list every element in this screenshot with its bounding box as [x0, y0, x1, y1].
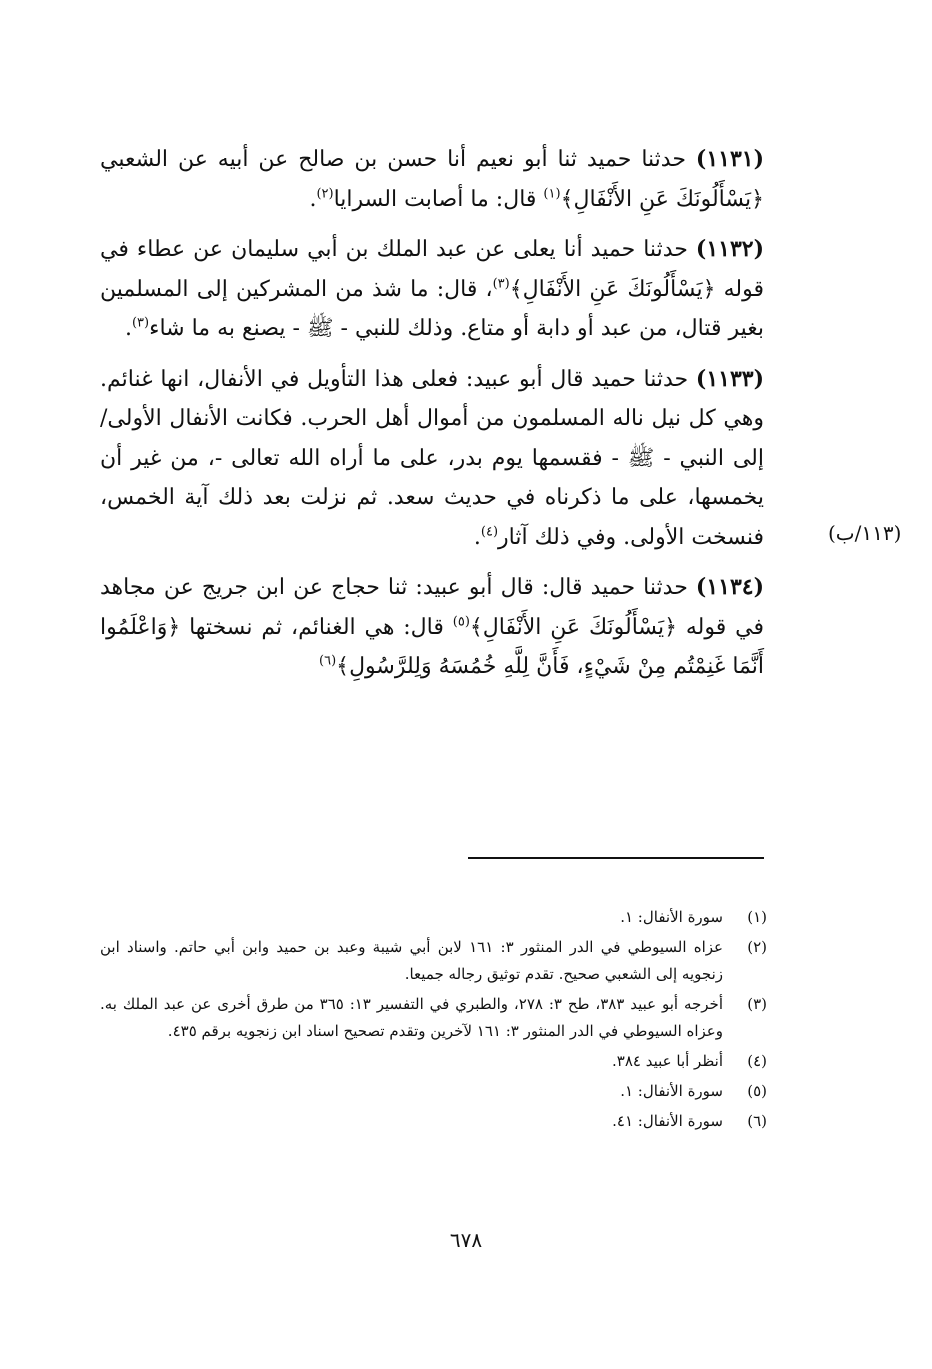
footnote-text: أخرجه أبو عبيد ٣٨٣، طح ٣: ٢٧٨، والطبري في التفسير ١٣: ٣٦٥ من طرق أخرى عن عبد الملك به. وعزاه السيوطي في الدر المنثور ٣: ١٦١ لآخرين وتقدم تصحيح اسناد ابن زنجويه برقم ٤٣٥.: [100, 995, 723, 1040]
footnote-number: (٤): [747, 1052, 767, 1070]
footnote-number: (١): [747, 908, 767, 926]
footnote: [100, 1078, 767, 1105]
footnote-number: (٢): [747, 938, 767, 956]
hadith-paragraph: [100, 140, 764, 219]
footnote: [100, 991, 767, 1045]
footnote-text: سورة الأنفال: ٤١.: [612, 1112, 723, 1130]
footnote-ref: (٣): [131, 315, 150, 331]
hadith-text: .: [473, 524, 481, 550]
footnote-divider: [468, 857, 764, 859]
hadith-text: حدثنا حميد أنا يعلى عن عبد الملك بن أبي سليمان عن عطاء في قوله ﴿يَسْأَلُونَكَ عَنِ الأَنْفَالِ﴾: [100, 237, 764, 302]
footnote-number: (٣): [747, 995, 767, 1013]
footnote-number: (٥): [747, 1082, 767, 1100]
hadith-text: .: [124, 316, 132, 341]
footnote-text: سورة الأنفال: ١.: [620, 1082, 723, 1100]
hadith-number: (١١٣٢): [695, 236, 764, 262]
footnote-ref: (٦): [319, 653, 337, 669]
hadith-paragraph: [100, 230, 764, 349]
footnotes: [100, 904, 767, 1138]
hadith-text: حدثنا حميد قال: قال أبو عبيد: ثنا حجاج عن ابن جريج عن مجاهد في قوله ﴿يَسْأَلُونَكَ عَنِ الأَنْفَالِ﴾: [100, 575, 764, 640]
main-text: [100, 140, 764, 698]
footnote-number: (٦): [747, 1112, 767, 1130]
footnote: [100, 1108, 767, 1135]
hadith-text: .: [309, 186, 317, 212]
hadith-text: قال: هي الغنائم، ثم نسختها ﴿وَاعْلَمُوا أَنَّمَا غَنِمْتُم مِنْ شَيْءٍ، فَأَنَّ لِلَّهِ خُمُسَهُ وَلِلرَّسُولِ﴾: [100, 614, 764, 679]
footnote-ref: (٢): [316, 186, 334, 202]
hadith-text: حدثنا حميد ثنا أبو نعيم أنا حسن بن صالح عن أبيه عن الشعبي ﴿يَسْأَلُونَكَ عَنِ الأَنْفَالِ﴾: [100, 147, 764, 212]
page-number: ٦٧٨: [449, 1228, 483, 1252]
footnote-ref: (٣): [492, 276, 510, 292]
hadith-number: (١١٣١): [695, 146, 764, 172]
hadith-paragraph: [100, 568, 764, 687]
footnote-text: عزاه السيوطي في الدر المنثور ٣: ١٦١ لابن أبي شيبة وعبد بن حميد وابن أبي حاتم. واسناد ابن زنجويه إلى الشعبي صحيح. تقدم توثيق رجاله جميعا.: [100, 938, 723, 983]
footnote-text: سورة الأنفال: ١.: [620, 908, 723, 926]
hadith-paragraph: [100, 360, 764, 558]
hadith-text: ، قال: ما شذ من المشركين إلى المسلمين بغير قتال، من عبد أو دابة أو متاع. وذلك للنبي - ﷺ - يصنع به ما شاء: [100, 276, 764, 341]
hadith-text: قال: ما أصابت السرايا: [333, 186, 544, 212]
hadith-number: (١١٣٣): [695, 365, 764, 392]
footnote: [100, 904, 767, 931]
footnote-ref: (٥): [452, 614, 470, 630]
footnote-text: أنظر أبا عبيد ٣٨٤.: [612, 1052, 723, 1070]
footnote: [100, 934, 767, 988]
footnote: [100, 1048, 767, 1075]
hadith-text: حدثنا حميد قال أبو عبيد: فعلى هذا التأويل في الأنفال، انها غنائم. وهي كل نيل ناله المسلمون من أموال أهل الحرب. فكانت الأنفال الأولى/ إلى النبي - ﷺ - فقسمها يوم بدر، على ما أراه الله تعالى -، من غير أن يخمسها، على ما ذكرناه في حديث سعد. ثم نزلت بعد ذلك آية الخمس، فنسخت الأولى. وفي ذلك آثار: [100, 366, 764, 550]
footnote-ref: (١): [543, 186, 561, 202]
margin-note: (١١٣/ب): [828, 521, 902, 545]
footnote-ref: (٤): [480, 524, 499, 540]
hadith-number: (١١٣٤): [695, 574, 764, 600]
